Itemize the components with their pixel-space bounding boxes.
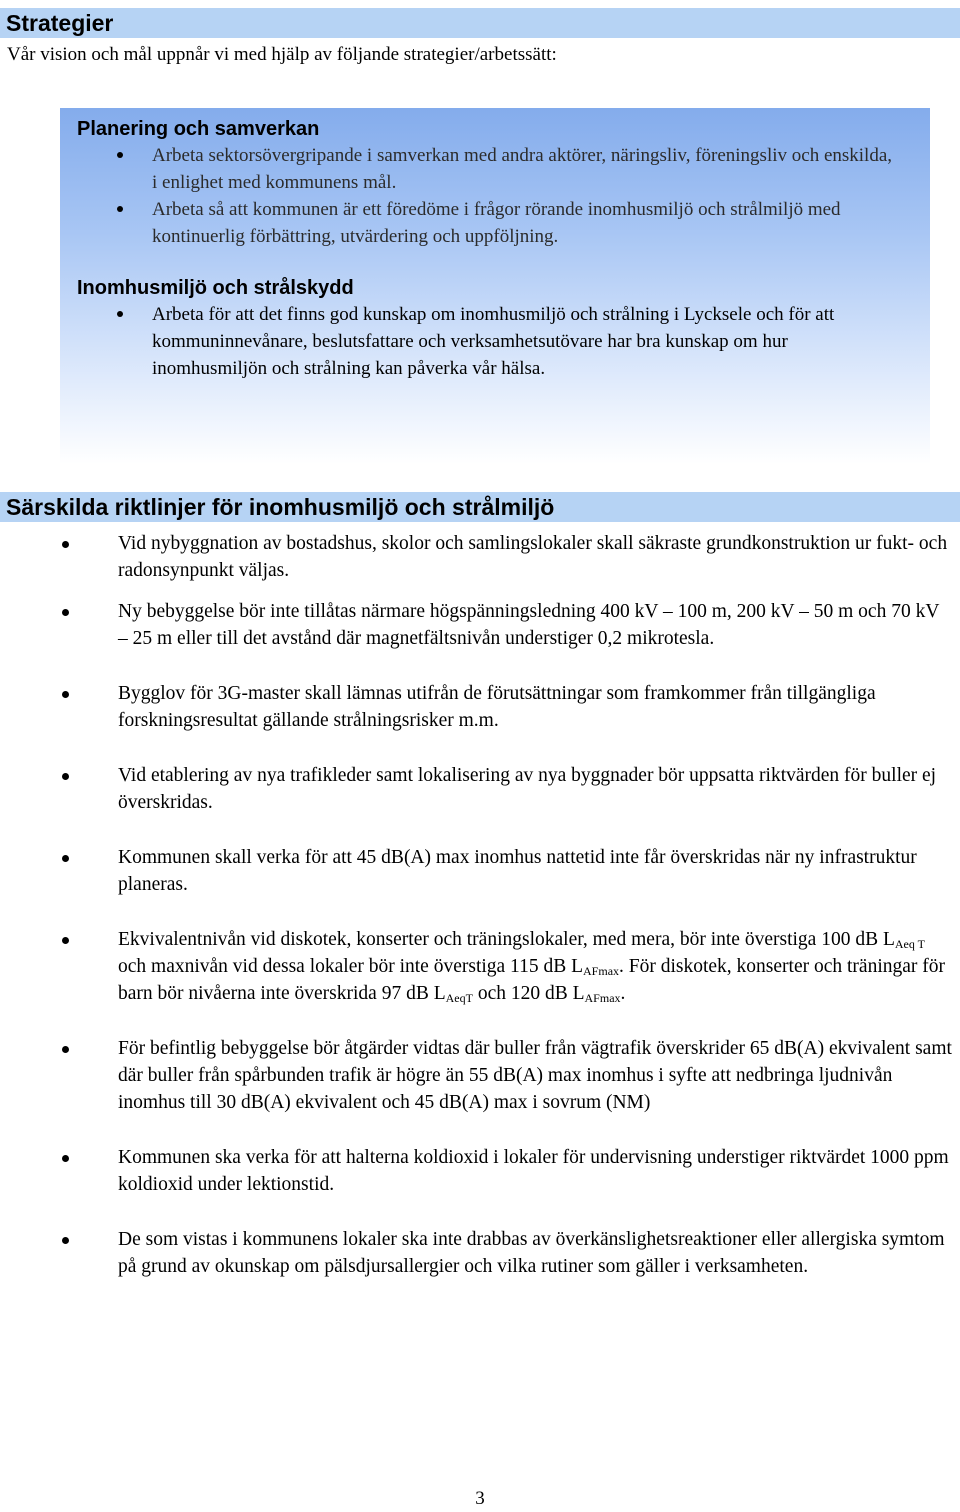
guideline-item: Kommunen ska verka för att halterna koldioxid i lokaler för undervisning understiger riktvärdet 1000 ppm koldioxid under lektionstid. <box>0 1144 960 1198</box>
strategy-group-planering <box>77 116 902 250</box>
strategier-intro: Vår vision och mål uppnår vi med hjälp av följande strategier/arbetssätt: <box>7 44 557 65</box>
list-item: Arbeta så att kommunen är ett föredöme i frågor rörande inomhusmiljö och strålmiljö med kontinuerlig förbättring, utvärdering och uppföljning. <box>77 196 902 250</box>
strategy-list <box>77 301 902 382</box>
strategier-heading: Strategier <box>0 8 960 38</box>
subscript: AFmax <box>583 964 620 978</box>
strategy-group-title: Planering och samverkan <box>77 118 320 140</box>
guidelines-list <box>0 530 960 1280</box>
list-item: Arbeta sektorsövergripande i samverkan med andra aktörer, näringsliv, föreningsliv och enskilda, i enlighet med kommunens mål. <box>77 142 902 196</box>
guideline-item: De som vistas i kommunens lokaler ska inte drabbas av överkänslighetsreaktioner eller allergiska symtom på grund av okunskap om pälsdjursallergier och vilka rutiner som gäller i verksamheten. <box>0 1226 960 1280</box>
guideline-item: Ny bebyggelse bör inte tillåtas närmare högspänningsledning 400 kV – 100 m, 200 kV – 50 m och 70 kV – 25 m eller till det avstånd där magnetfältsnivån understiger 0,2 mikrotesla. <box>0 598 960 652</box>
guideline-item: Bygglov för 3G-master skall lämnas utifrån de förutsättningar som framkommer från tillgängliga forskningsresultat gällande strålningsrisker m.m. <box>0 680 960 734</box>
riktlinjer-heading: Särskilda riktlinjer för inomhusmiljö och strålmiljö <box>0 492 960 522</box>
subscript: Aeq T <box>894 937 925 951</box>
guideline-item: För befintlig bebyggelse bör åtgärder vidtas där buller från vägtrafik överskrider 65 dB(A) ekvivalent samt där buller från spårbunden trafik är högre än 55 dB(A) max inomhus i syfte att nedbringa ljudnivån inomhus till 30 dB(A) ekvivalent och 45 dB(A) max i sovrum (NM) <box>0 1035 960 1116</box>
subscript: AeqT <box>445 991 473 1005</box>
guideline-item: Vid etablering av nya trafikleder samt lokalisering av nya byggnader bör uppsatta riktvärden för buller ej överskridas. <box>0 762 960 816</box>
list-item: Arbeta för att det finns god kunskap om inomhusmiljö och strålning i Lycksele och för att kommuninnevånare, beslutsfattare och verksamhetsutövare har bra kunskap om hur inomhusmiljön och strålning kan påverka vår hälsa. <box>77 301 902 382</box>
strategy-list <box>77 142 902 250</box>
strategy-box <box>60 108 930 464</box>
guideline-item: Kommunen skall verka för att 45 dB(A) max inomhus nattetid inte får överskridas när ny infrastruktur planeras. <box>0 844 960 898</box>
strategy-group-inomhusmiljo <box>77 275 902 382</box>
strategy-group-title: Inomhusmiljö och strålskydd <box>77 277 354 299</box>
subscript: AFmax <box>584 991 621 1005</box>
guideline-item: Ekvivalentnivån vid diskotek, konserter och träningslokaler, med mera, bör inte överstiga 100 dB $L_{Aeq T}$ och maxnivån vid dessa lokaler bör inte överstiga 115 dB $L_{AFmax}$. För diskotek, konserter och träningar för barn bör nivåerna inte överskrida 97 dB $L_{AeqT}$ och 120 dB $L_{AFmax}$. <box>0 926 960 1007</box>
page-number: 3 <box>475 1488 485 1509</box>
guideline-item: Vid nybyggnation av bostadshus, skolor och samlingslokaler skall säkraste grundkonstruktion ur fukt- och radonsynpunkt väljas. <box>0 530 960 584</box>
